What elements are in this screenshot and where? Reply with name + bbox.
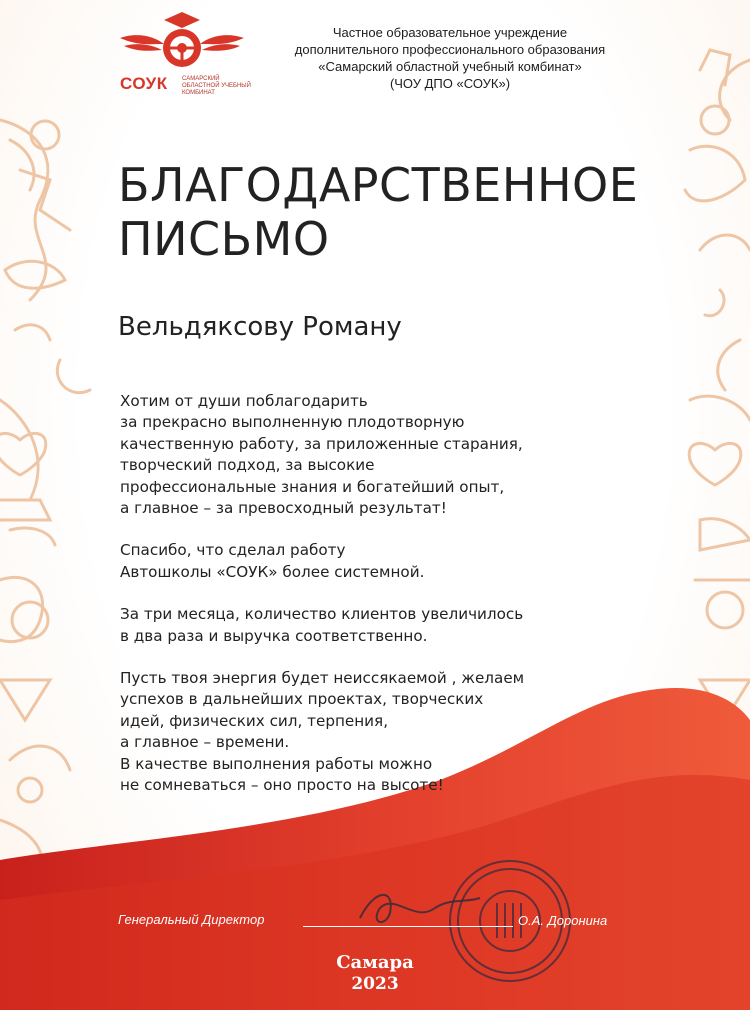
winged-wheel-logo-icon — [112, 10, 252, 74]
souk-logo — [112, 10, 252, 102]
signature-position: Генеральный Директор — [118, 912, 265, 927]
signature-line — [303, 926, 513, 927]
body-line: идей, физических сил, терпения, — [120, 711, 389, 730]
recipient-name: Вельдяксову Роману — [118, 312, 402, 342]
org-line: «Самарский областной учебный комбинат» — [318, 59, 582, 74]
body-line: а главное – времени. — [120, 733, 290, 752]
paragraph-thanks — [120, 540, 590, 583]
body-line: в два раза и выручка соответственно. — [120, 626, 428, 645]
body-line: В качестве выполнения работы можно — [120, 754, 433, 773]
logo-name: СОУК — [120, 74, 168, 93]
body-line: За три месяца, количество клиентов увеличилось — [120, 605, 524, 624]
body-line: Хотим от души поблагодарить — [120, 392, 368, 410]
body-line: профессиональные знания и богатейший опыт, — [120, 477, 505, 496]
body-line: Пусть твоя энергия будет неиссякаемой , желаем — [120, 669, 525, 688]
letter-body — [120, 391, 590, 818]
title-line-2: ПИСЬМО — [118, 212, 330, 266]
title-line-1: БЛАГОДАРСТВЕННОЕ — [118, 158, 639, 212]
org-line: Частное образовательное учреждение — [332, 25, 568, 40]
org-line: дополнительного профессионального образования — [294, 42, 606, 57]
body-line: качественную работу, за приложенные старания, — [120, 434, 523, 453]
paragraph-gratitude — [120, 391, 590, 519]
body-line: за прекрасно выполненную плодотворную — [120, 413, 465, 432]
document-title — [118, 158, 638, 266]
director-signature — [355, 878, 485, 938]
footer-city: Самара — [336, 952, 414, 973]
body-line: а главное – за превосходный результат! — [120, 499, 447, 518]
body-line: творческий подход, за высокие — [120, 456, 375, 475]
body-line: не сомневаться – оно просто на высоте! — [120, 776, 444, 795]
logo-subtitle: САМАРСКИЙ ОБЛАСТНОЙ УЧЕБНЫЙ КОМБИНАТ — [182, 76, 251, 96]
paragraph-wishes — [120, 668, 590, 796]
body-line: Спасибо, что сделал работу — [120, 541, 346, 560]
org-line: (ЧОУ ДПО «СОУК») — [389, 76, 511, 91]
body-line: успехов в дальнейших проектах, творческих — [120, 690, 484, 709]
signatory-name: О.А. Доронина — [518, 913, 608, 928]
organization-header — [255, 24, 645, 92]
paragraph-results — [120, 604, 590, 647]
body-line: Автошколы «СОУК» более системной. — [120, 562, 425, 581]
footer-year: 2023 — [351, 974, 399, 994]
